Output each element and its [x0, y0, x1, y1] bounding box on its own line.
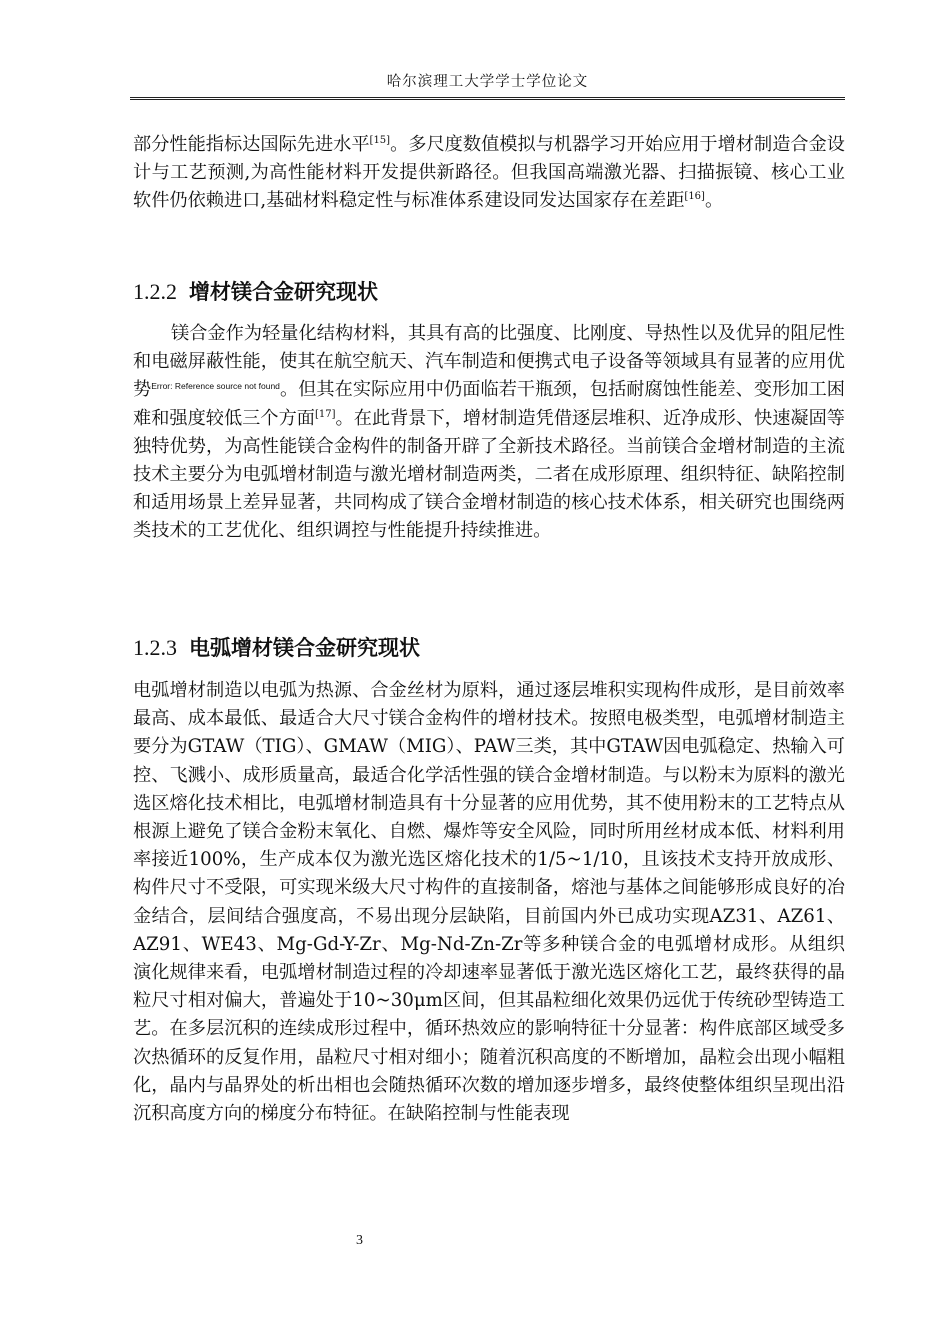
citation-17: [17] — [314, 408, 336, 420]
para2-text-a: 镁合金作为轻量化结构材料，其具有高的比强度、比刚度、导热性以及优异的阻尼性和电磁屏蔽性能，使其在航空航天、汽车制造和便携式电子设备等领域具有显著的应用优势 — [133, 323, 845, 401]
paragraph-intro-continued — [133, 131, 845, 216]
para1-text-c: 。 — [704, 190, 724, 212]
para2-text-c: 。在此背景下，增材制造凭借逐层堆积、近净成形、快速凝固等独特优势，为高性能镁合金构件的制备开辟了全新技术路径。当前镁合金增材制造的主流技术主要分为电弧增材制造与激光增材制造两类，二者在成形原理、组织特征、缺陷控制和适用场景上差异显著，共同构成了镁合金增材制造的核心技术体系，相关研究也围绕两类技术的工艺优化、组织调控与性能提升持续推进。 — [133, 407, 845, 542]
page-number: 3 — [356, 1233, 363, 1248]
citation-15: [15] — [369, 135, 391, 146]
citation-16: [16] — [684, 191, 705, 203]
para2-text-b: 。但其在实际应用中仍面临若干瓶颈，包括耐腐蚀性能差、变形加工困难和强度较低三个方面 — [133, 379, 845, 429]
running-header: 哈尔滨理工大学学士学位论文 — [386, 74, 589, 90]
header-rule — [130, 97, 845, 100]
paragraph-arc-am: 电弧增材制造以电弧为热源、合金丝材为原料，通过逐层堆积实现构件成形，是目前效率最高、成本最低、最适合大尺寸镁合金构件的增材技术。按照电极类型，电弧增材制造主要分为GTAW（TIG）、GMAW（MIG）、PAW三类，其中GTAW因电弧稳定、热输入可控、飞溅小、成形质量高，最适合化学活性强的镁合金增材制造。与以粉末为原料的激光选区熔化技术相比，电弧增材制造具有十分显著的应用优势，其不使用粉末的工艺特点从根源上避免了镁合金粉末氧化、自燃、爆炸等安全风险，同时所用丝材成本低、材料利用率接近100%，生产成本仅为激光选区熔化技术的1/5~1/10，且该技术支持开放成形、构件尺寸不受限，可实现米级大尺寸构件的直接制备，熔池与基体之间能够形成良好的冶金结合，层间结合强度高，不易出现分层缺陷，目前国内外已成功实现AZ31、AZ61、AZ91、WE43、Mg-Gd-Y-Zr、Mg-Nd-Zn-Zr等多种镁合金的电弧增材成形。从组织演化规律来看，电弧增材制造过程的冷却速率显著低于激光选区熔化工艺，最终获得的晶粒尺寸相对偏大，普遍处于10~30μm区间，但其晶粒细化效果仍远优于传统砂型铸造工艺。在多层沉积的连续成形过程中，循环热效应的影响特征十分显著：构件底部区域受多次热循环的反复作用，晶粒尺寸相对细小；随着沉积高度的不断增加，晶粒会出现小幅粗化，晶内与晶界处的析出相也会随热循环次数的增加逐步增多，最终使整体组织呈现出沿沉积高度方向的梯度分布特征。在缺陷控制与性能表现 — [133, 680, 845, 1125]
para1-text-a: 部分性能指标达国际先进水平 — [133, 134, 370, 155]
section-number: 1.2.2 — [133, 279, 177, 304]
section-number: 1.2.3 — [133, 635, 177, 660]
para1-text-b: 。多尺度数值模拟与机器学习开始应用于增材制造合金设计与工艺预测,为高性能材料开发提供新路径。但我国高端激光器、扫描振镜、核心工业软件仍依赖进口,基础材料稳定性与标准体系建设同发达国家存在差距 — [133, 134, 845, 212]
section-title: 增材镁合金研究现状 — [189, 280, 378, 304]
section-title: 电弧增材镁合金研究现状 — [189, 636, 420, 660]
section-heading-1-2-2 — [133, 276, 378, 306]
section-heading-1-2-3 — [133, 632, 420, 662]
reference-error-note: Error: Reference source not found — [151, 381, 280, 392]
paragraph-magnesium-am — [133, 320, 845, 546]
